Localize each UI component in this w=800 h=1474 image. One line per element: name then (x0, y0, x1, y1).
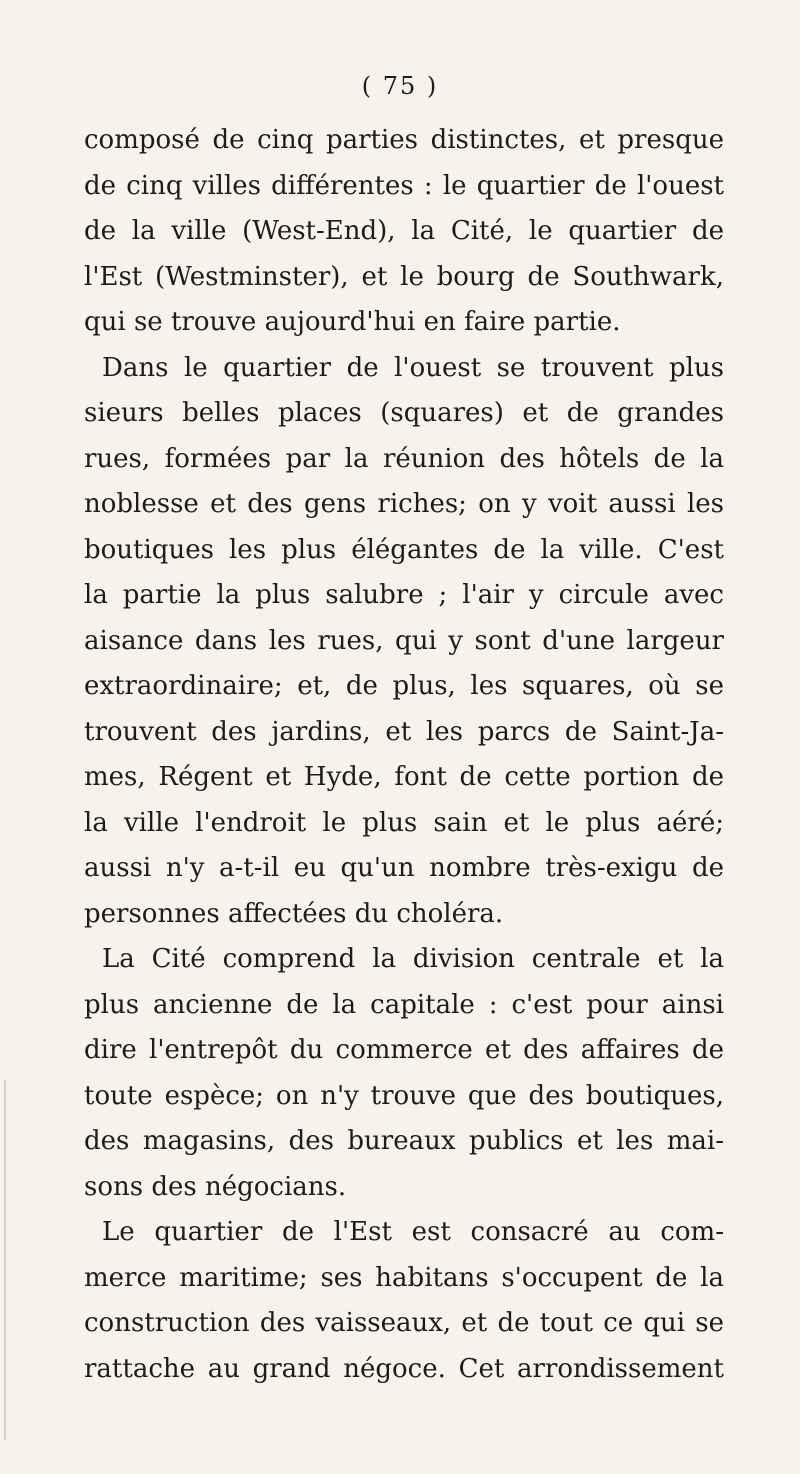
text-line: personnes affectées du choléra. (84, 898, 504, 929)
text-line: l'Est (Westminster), et le bourg de Southwark, (84, 261, 724, 292)
text-line: aisance dans les rues, qui y sont d'une largeur (84, 625, 724, 656)
text-line: de cinq villes différentes : le quartier de l'ouest (84, 170, 724, 201)
text-line: extraordinaire; et, de plus, les squares, où se (84, 671, 724, 701)
text-line: sons des négocians. (84, 1171, 347, 1202)
text-line: de la ville (West-End), la Cité, le quartier de (84, 216, 724, 246)
body-text (84, 118, 724, 1392)
text-line: noblesse et des gens riches; on y voit aussi les (84, 489, 724, 519)
text-line: dire l'entrepôt du commerce et des affaires de (84, 1035, 724, 1065)
text-line: plus ancienne de la capitale : c'est pour ainsi (84, 989, 724, 1020)
text-line: boutiques les plus élégantes de la ville. C'est (84, 534, 724, 565)
text-line: merce maritime; ses habitans s'occupent de la (84, 1262, 724, 1293)
text-line: construction des vaisseaux, et de tout ce qui se (84, 1308, 724, 1338)
text-line: mes, Régent et Hyde, font de cette portion de (84, 762, 724, 792)
page-edge-shadow (4, 1080, 6, 1440)
text-line: trouvent des jardins, et les parcs de Saint-Ja- (84, 716, 724, 747)
text-line: qui se trouve aujourd'hui en faire partie. (84, 307, 621, 337)
paragraph-start-line: Le quartier de l'Est est consacré au com- (102, 1217, 724, 1247)
text-line: composé de cinq parties distinctes, et presque (84, 125, 724, 155)
text-line: toute espèce; on n'y trouve que des boutiques, (84, 1080, 724, 1111)
text-line: aussi n'y a-t-il eu qu'un nombre très-exigu de (84, 853, 724, 883)
text-line: rattache au grand négoce. Cet arrondissement (84, 1353, 724, 1384)
text-line: des magasins, des bureaux publics et les mai- (84, 1126, 724, 1156)
paragraph-start-line: Dans le quartier de l'ouest se trouvent plus (102, 352, 724, 383)
text-line: la ville l'endroit le plus sain et le plus aéré; (84, 807, 724, 838)
paragraph-start-line: La Cité comprend la division centrale et la (102, 944, 724, 974)
text-line: la partie la plus salubre ; l'air y circule avec (84, 580, 724, 610)
page-number: ( 75 ) (361, 72, 439, 100)
text-line: rues, formées par la réunion des hôtels de la (84, 443, 724, 474)
text-line: sieurs belles places (squares) et de grandes (84, 398, 724, 428)
